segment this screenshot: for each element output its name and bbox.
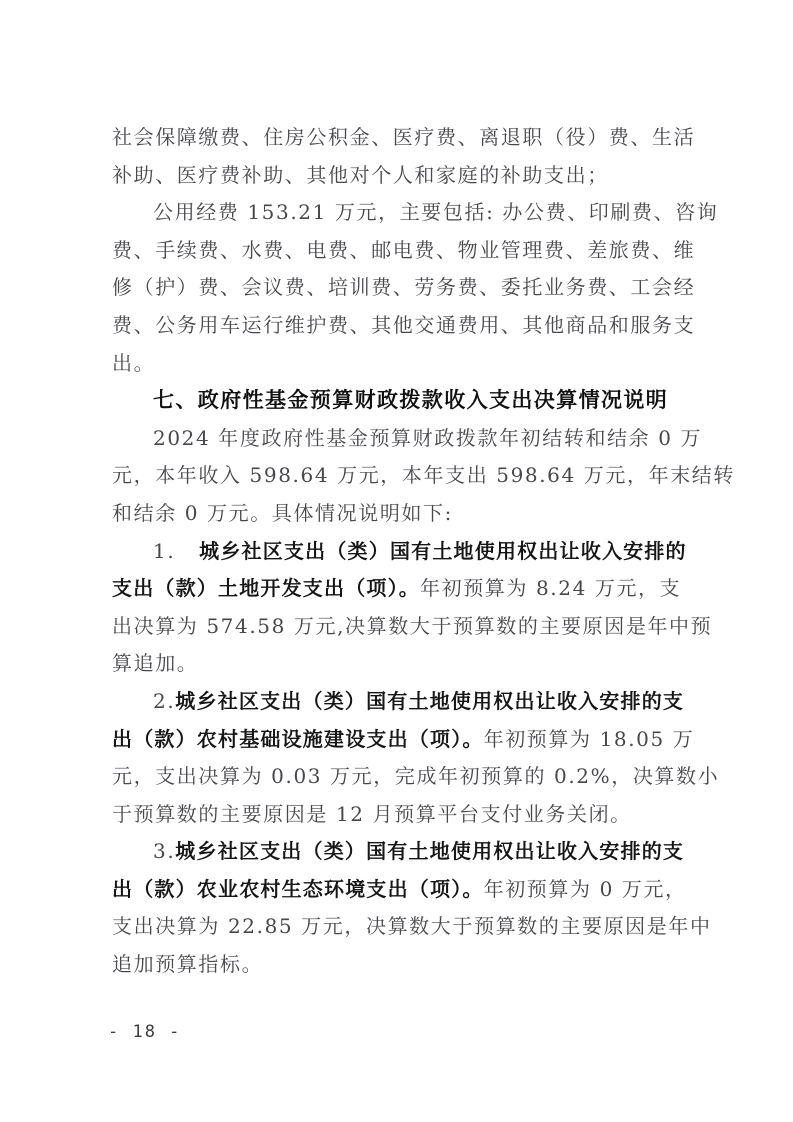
text-line (112, 457, 735, 495)
body-text: 年初预算为 18.05 万 (483, 726, 695, 751)
text-line (112, 119, 712, 157)
text-line (112, 495, 712, 533)
emphasis-text: 城乡社区支出（类）国有土地使用权出让收入安排的支 (175, 688, 685, 713)
section-heading-text: 七、政府性基金预算财政拨款收入支出决算情况说明 (153, 388, 669, 413)
body-text: 年初预算为 8.24 万元，支 (420, 576, 682, 601)
text-line (112, 345, 712, 383)
text-line (112, 608, 712, 646)
page-number: - 18 - (108, 1022, 182, 1042)
text-line (112, 194, 719, 232)
body-text: 于预算数的主要原因是 12 月预算平台支付业务关闭。 (112, 801, 632, 826)
body-text: 出。 (112, 350, 156, 375)
body-text: 和结余 0 万元。具体情况说明如下: (112, 500, 453, 525)
body-text: 出决算为 574.58 万元,决算数大于预算数的主要原因是年中预 (112, 613, 713, 638)
body-text: 社会保障缴费、住房公积金、医疗费、离退职（役）费、生活 (112, 125, 696, 149)
document-body (112, 119, 735, 984)
body-text: 费、手续费、水费、电费、邮电费、物业管理费、差旅费、维 (112, 237, 696, 262)
text-line (112, 758, 720, 796)
body-text: 支出决算为 22.85 万元，决算数大于预算数的主要原因是年中 (112, 914, 712, 939)
text-line (112, 683, 712, 721)
text-line (112, 533, 712, 571)
emphasis-text: 出（款）农村基础设施建设支出（项）。 (112, 726, 484, 751)
text-line (112, 570, 712, 608)
body-text: 1. (153, 538, 200, 563)
body-text: 公用经费 153.21 万元，主要包括: 办公费、印刷费、咨询 (153, 200, 719, 225)
section-heading (112, 382, 712, 420)
text-line (112, 420, 712, 458)
body-text: 修（护）费、会议费、培训费、劳务费、委托业务费、工会经 (112, 275, 696, 300)
emphasis-text: 出（款）农业农村生态环境支出（项）。 (112, 876, 484, 901)
text-line (112, 307, 712, 345)
body-text: 2024 年度政府性基金预算财政拨款年初结转和结余 0 万 (153, 425, 703, 450)
body-text: 2. (153, 688, 176, 713)
text-line (112, 721, 712, 759)
body-text: 算追加。 (112, 651, 199, 676)
text-line (112, 645, 712, 683)
text-line (112, 908, 712, 946)
text-line (112, 946, 712, 984)
emphasis-text: 城乡社区支出（类）国有土地使用权出让收入安排的支 (175, 839, 685, 864)
body-text: 3. (153, 839, 176, 864)
body-text: 费、公务用车运行维护费、其他交通费用、其他商品和服务支 (112, 312, 696, 337)
emphasis-text: 城乡社区支出（类）国有土地使用权出让收入安排的 (199, 538, 687, 563)
text-line (112, 157, 712, 195)
body-text: 年初预算为 0 万元， (483, 876, 687, 901)
text-line (112, 833, 712, 871)
text-line (112, 232, 712, 270)
body-text: 元，本年收入 598.64 万元，本年支出 598.64 万元，年末结转 (112, 463, 735, 488)
emphasis-text: 支出（款）土地开发支出（项）。 (112, 576, 420, 601)
body-text: 追加预算指标。 (112, 952, 264, 977)
text-line (112, 871, 712, 909)
text-line (112, 796, 712, 834)
body-text: 元，支出决算为 0.03 万元，完成年初预算的 0.2%，决算数小 (112, 764, 720, 789)
text-line (112, 269, 712, 307)
body-text: 补助、医疗费补助、其他对个人和家庭的补助支出； (112, 162, 609, 187)
